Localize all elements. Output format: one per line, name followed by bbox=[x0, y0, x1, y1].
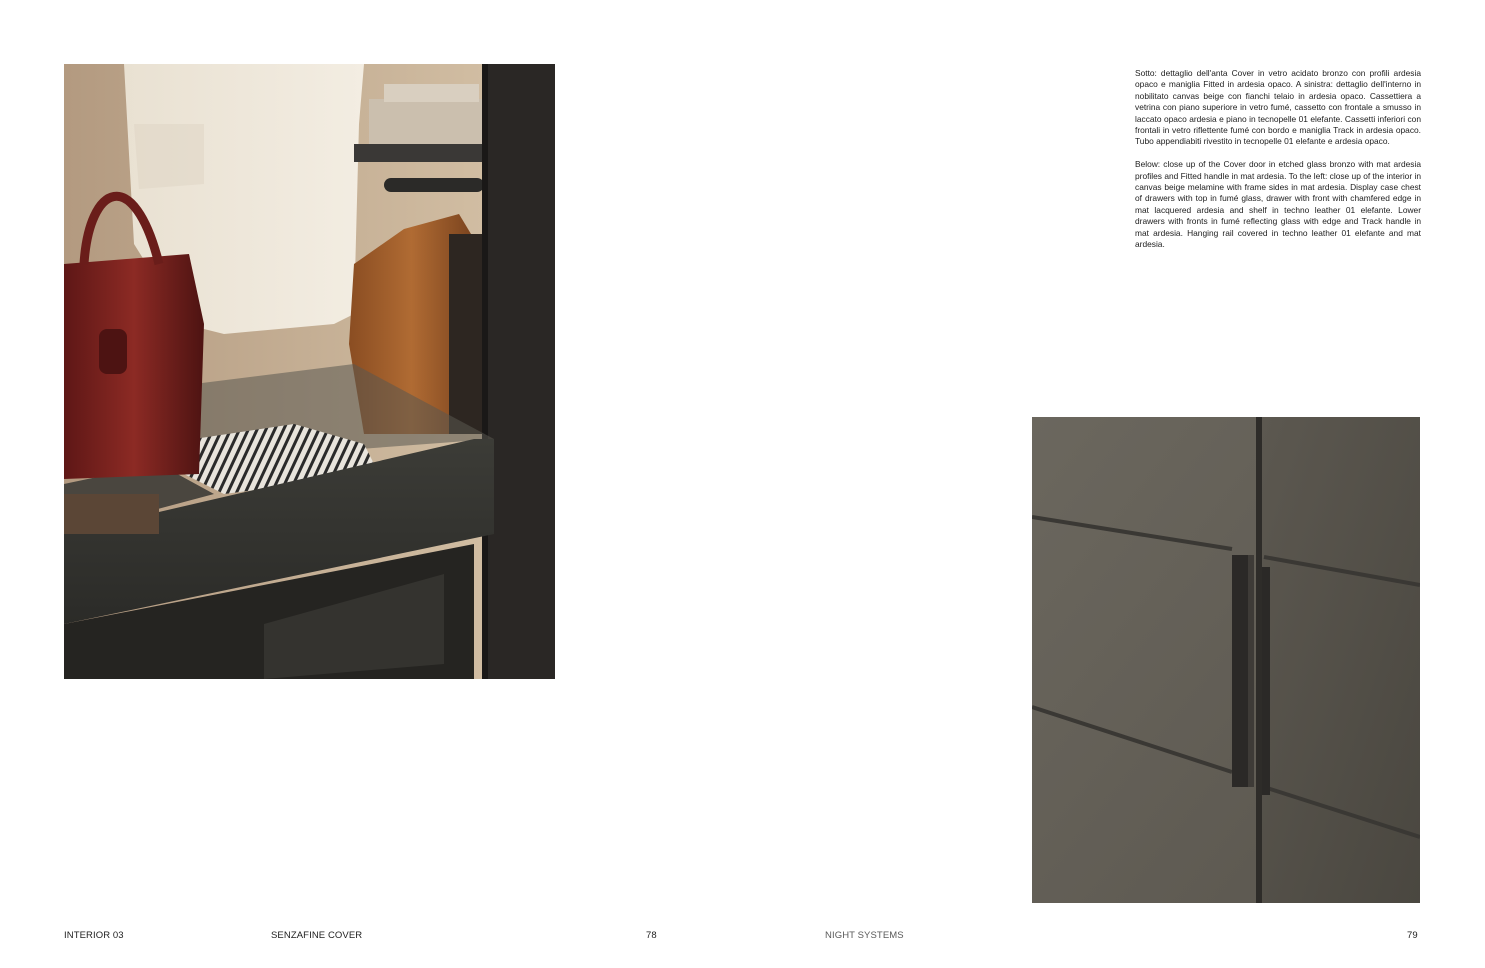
footer-title: SENZAFINE COVER bbox=[271, 930, 363, 941]
footer-section: INTERIOR 03 bbox=[64, 930, 124, 941]
page-number-right: 79 bbox=[1407, 930, 1418, 941]
footer-category: NIGHT SYSTEMS bbox=[825, 930, 904, 941]
caption-block bbox=[1135, 68, 1421, 262]
photo-door-handle-closeup bbox=[1032, 417, 1420, 903]
caption-english: Below: close up of the Cover door in etched glass bronzo with mat ardesia profiles and Fitted handle in mat ardesia. To the left: close up of the interior in canvas beige melamine with frame sides in mat ardesia. Display case chest of drawers with top in fumé glass, drawer with front with chamfered edge in mat lacquered ardesia and shelf in techno leather 01 elefante. Lower drawers with fronts in fumé reflecting glass with edge and Track handle in mat ardesia. Hanging rail covered in techno leather 01 elefante and mat ardesia. bbox=[1135, 159, 1421, 250]
caption-italian: Sotto: dettaglio dell'anta Cover in vetro acidato bronzo con profili ardesia opaco e maniglia Fitted in ardesia opaco. A sinistra: dettaglio dell'interno in nobilitato canvas beige con fianchi telaio in ardesia opaco. Cassettiera a vetrina con piano superiore in vetro fumé, cassetto con frontale a smusso in laccato opaco ardesia e piano in tecnopelle 01 elefante. Cassetti inferiori con frontali in vetro riflettente fumé con bordo e maniglia Track in ardesia opaco. Tubo appendiabiti rivestito in tecnopelle 01 elefante e ardesia opaco. bbox=[1135, 68, 1421, 147]
page-number-left: 78 bbox=[646, 930, 657, 941]
photo-wardrobe-interior bbox=[64, 64, 555, 679]
